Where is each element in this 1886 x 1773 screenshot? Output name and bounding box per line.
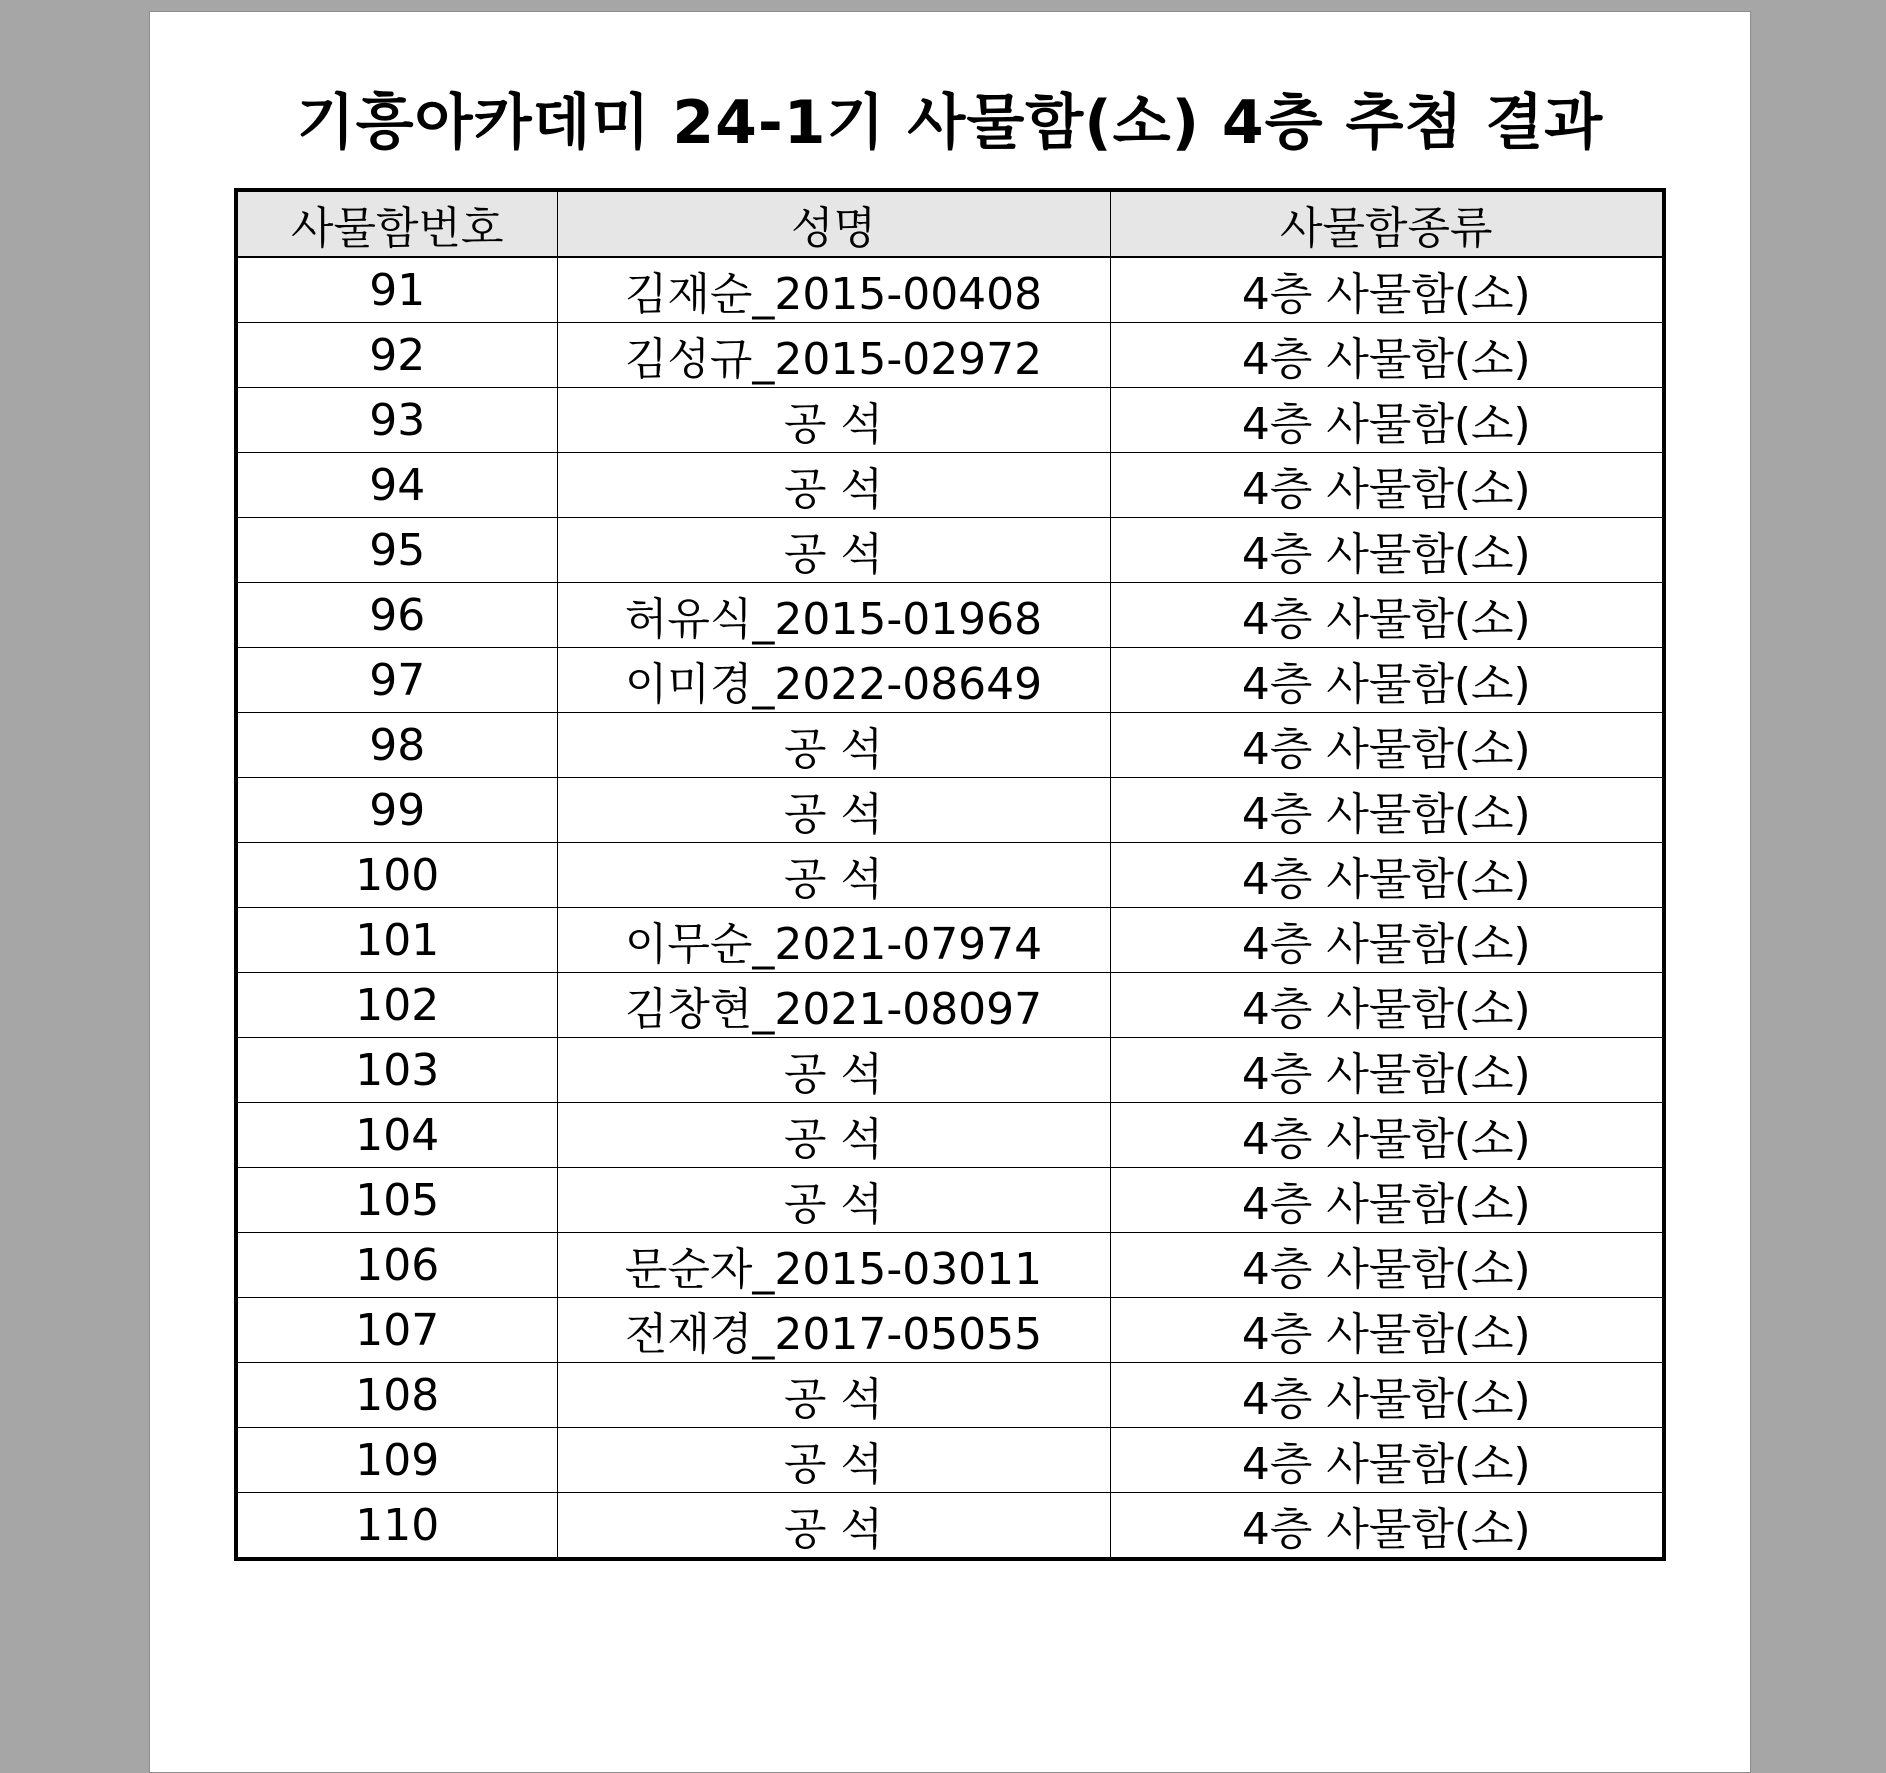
cell-name: 공 석 xyxy=(557,453,1110,518)
cell-locker-type: 4층 사물함(소) xyxy=(1110,518,1664,583)
cell-name: 공 석 xyxy=(557,388,1110,453)
cell-name: 허유식_2015-01968 xyxy=(557,583,1110,648)
document-page xyxy=(149,11,1751,1773)
cell-locker-type: 4층 사물함(소) xyxy=(1110,908,1664,973)
cell-locker-number: 104 xyxy=(236,1103,557,1168)
cell-locker-type: 4층 사물함(소) xyxy=(1110,1493,1664,1560)
table-row xyxy=(236,257,1664,323)
table-row xyxy=(236,1363,1664,1428)
table-row xyxy=(236,908,1664,973)
cell-locker-number: 108 xyxy=(236,1363,557,1428)
table-row xyxy=(236,1103,1664,1168)
cell-locker-type: 4층 사물함(소) xyxy=(1110,1428,1664,1493)
cell-locker-number: 91 xyxy=(236,257,557,323)
cell-locker-number: 95 xyxy=(236,518,557,583)
table-row xyxy=(236,323,1664,388)
cell-locker-number: 96 xyxy=(236,583,557,648)
cell-locker-number: 107 xyxy=(236,1298,557,1363)
cell-locker-type: 4층 사물함(소) xyxy=(1110,453,1664,518)
header-locker-type: 사물함종류 xyxy=(1110,190,1664,257)
cell-name: 공 석 xyxy=(557,1428,1110,1493)
cell-name: 공 석 xyxy=(557,843,1110,908)
cell-name: 김창현_2021-08097 xyxy=(557,973,1110,1038)
cell-locker-number: 101 xyxy=(236,908,557,973)
table-row xyxy=(236,388,1664,453)
cell-name: 공 석 xyxy=(557,713,1110,778)
document-title: 기흥아카데미 24-1기 사물함(소) 4층 추첨 결과 xyxy=(296,88,1604,158)
cell-name: 공 석 xyxy=(557,1103,1110,1168)
table-row xyxy=(236,778,1664,843)
cell-name: 공 석 xyxy=(557,1363,1110,1428)
cell-locker-type: 4층 사물함(소) xyxy=(1110,1363,1664,1428)
table-row xyxy=(236,1233,1664,1298)
cell-name: 전재경_2017-05055 xyxy=(557,1298,1110,1363)
table-row xyxy=(236,1168,1664,1233)
header-name: 성명 xyxy=(557,190,1110,257)
cell-name: 문순자_2015-03011 xyxy=(557,1233,1110,1298)
cell-name: 공 석 xyxy=(557,518,1110,583)
cell-locker-number: 105 xyxy=(236,1168,557,1233)
table-row xyxy=(236,973,1664,1038)
cell-name: 이무순_2021-07974 xyxy=(557,908,1110,973)
table-row xyxy=(236,843,1664,908)
cell-name: 공 석 xyxy=(557,1168,1110,1233)
cell-locker-number: 110 xyxy=(236,1493,557,1560)
cell-locker-number: 103 xyxy=(236,1038,557,1103)
table-row xyxy=(236,1493,1664,1560)
cell-name: 이미경_2022-08649 xyxy=(557,648,1110,713)
cell-locker-number: 97 xyxy=(236,648,557,713)
cell-locker-type: 4층 사물함(소) xyxy=(1110,257,1664,323)
table-row xyxy=(236,583,1664,648)
cell-locker-type: 4층 사물함(소) xyxy=(1110,388,1664,453)
cell-locker-number: 94 xyxy=(236,453,557,518)
locker-results-table xyxy=(234,188,1666,1561)
table-header-row xyxy=(236,190,1664,257)
cell-locker-type: 4층 사물함(소) xyxy=(1110,1168,1664,1233)
cell-name: 공 석 xyxy=(557,778,1110,843)
cell-locker-type: 4층 사물함(소) xyxy=(1110,1298,1664,1363)
cell-locker-type: 4층 사물함(소) xyxy=(1110,1103,1664,1168)
table-row xyxy=(236,648,1664,713)
cell-locker-number: 106 xyxy=(236,1233,557,1298)
cell-locker-number: 92 xyxy=(236,323,557,388)
cell-locker-type: 4층 사물함(소) xyxy=(1110,973,1664,1038)
cell-locker-number: 109 xyxy=(236,1428,557,1493)
cell-locker-number: 99 xyxy=(236,778,557,843)
cell-name: 공 석 xyxy=(557,1493,1110,1560)
table-row xyxy=(236,518,1664,583)
cell-locker-type: 4층 사물함(소) xyxy=(1110,778,1664,843)
cell-locker-type: 4층 사물함(소) xyxy=(1110,323,1664,388)
cell-locker-type: 4층 사물함(소) xyxy=(1110,713,1664,778)
table-row xyxy=(236,1428,1664,1493)
cell-name: 김성규_2015-02972 xyxy=(557,323,1110,388)
table-row xyxy=(236,1038,1664,1103)
cell-name: 공 석 xyxy=(557,1038,1110,1103)
cell-locker-type: 4층 사물함(소) xyxy=(1110,648,1664,713)
cell-name: 김재순_2015-00408 xyxy=(557,257,1110,323)
table-row xyxy=(236,453,1664,518)
cell-locker-number: 100 xyxy=(236,843,557,908)
cell-locker-number: 93 xyxy=(236,388,557,453)
cell-locker-type: 4층 사물함(소) xyxy=(1110,1233,1664,1298)
cell-locker-type: 4층 사물함(소) xyxy=(1110,843,1664,908)
table-row xyxy=(236,713,1664,778)
cell-locker-type: 4층 사물함(소) xyxy=(1110,583,1664,648)
cell-locker-number: 102 xyxy=(236,973,557,1038)
cell-locker-number: 98 xyxy=(236,713,557,778)
table-row xyxy=(236,1298,1664,1363)
header-locker-number: 사물함번호 xyxy=(236,190,557,257)
cell-locker-type: 4층 사물함(소) xyxy=(1110,1038,1664,1103)
